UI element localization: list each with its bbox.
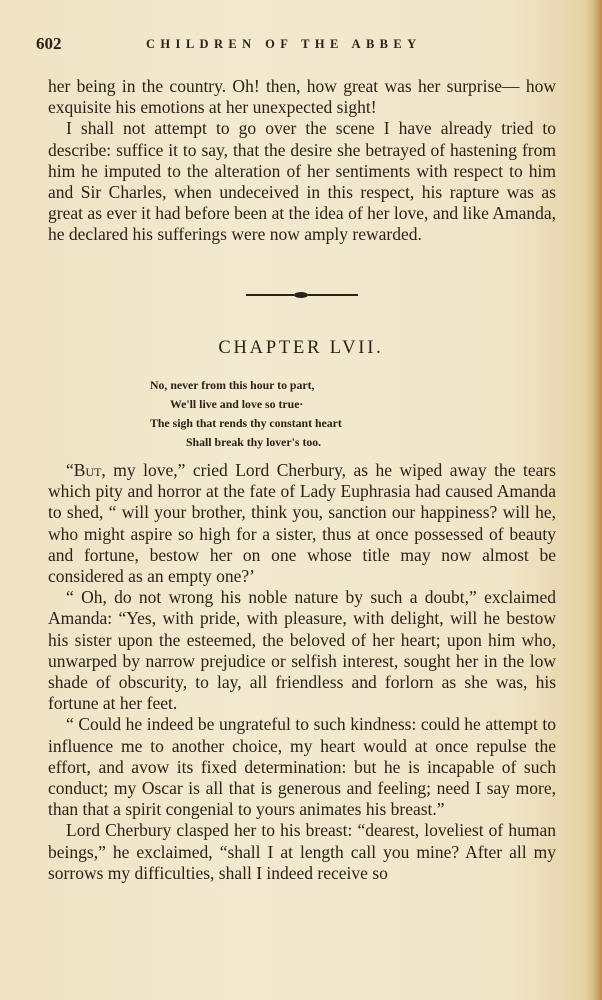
divider-ornament	[294, 292, 308, 298]
section-divider	[246, 292, 358, 298]
epigraph-line: Shall break thy lover's too.	[186, 435, 322, 449]
paragraph-lead: “But,	[66, 460, 106, 480]
page-number: 602	[36, 34, 62, 53]
paragraph: I shall not attempt to go over the scene I have already tried to describe: suffice it to say, that the desire she betrayed of hastening from him he imputed to the alteration of her sentiments with respect to him and Sir Charles, when undeceived in this respect, his rapture was as great as ever it had before been at the idea of her love, and like Amanda, he declared his sufferings were now amply rewarded.	[48, 118, 556, 245]
paragraph: Lord Cherbury clasped her to his breast: “dearest, loveliest of human beings,” he exclaimed, “shall I at length call you mine? After all my sorrows my difficulties, shall I indeed receive so	[48, 820, 556, 883]
running-title: CHILDREN OF THE ABBEY	[146, 37, 422, 51]
page-header	[36, 34, 576, 54]
chapter-heading: CHAPTER LVII.	[218, 338, 384, 358]
paragraph: her being in the country. Oh! then, how great was her surprise— how exquisite his emotions at her unexpected sight!	[48, 76, 556, 118]
epigraph-line: The sigh that rends thy constant heart	[150, 416, 342, 430]
main-text-block	[48, 460, 556, 884]
paragraph: “ Oh, do not wrong his noble nature by such a doubt,” exclaimed Amanda: “Yes, with pride, with pleasure, with delight, will he bestow his sister upon the esteemed, the beloved of her heart; upon him who, unwarped by narrow prejudice or selfish interest, sought her in the low shade of obscurity, to lay, all friendless and forlorn as she was, his fortune at her feet.	[48, 587, 556, 714]
paragraph-text: my love,” cried Lord Cherbury, as he wiped away the tears which pity and horror at the fate of Lady Euphrasia had caused Amanda to shed, “ will your brother, think you, sanction our happiness? will he, who might aspire so high for a sister, thus at once possessed of beauty and fortune, bestow her on one whose title may now almost be considered as an empty one?’	[48, 460, 556, 587]
paragraph: “ Could he indeed be ungrateful to such kindness: could he attempt to influence me to another choice, my heart would at once repulse the effort, and avow its fixed determination: but he is incapable of such conduct; my Oscar is all that is generous and feeling; need I say more, than that a spirit congenial to yours animates his breast.”	[48, 714, 556, 820]
divider-line-right	[308, 294, 358, 296]
page-edge	[594, 0, 602, 1000]
paragraph	[48, 460, 556, 587]
epigraph-line: We'll live and love so true·	[170, 397, 304, 411]
epigraph	[150, 376, 450, 452]
top-text-block	[48, 76, 556, 246]
divider-line-left	[246, 294, 294, 296]
epigraph-line: No, never from this hour to part,	[150, 378, 315, 392]
